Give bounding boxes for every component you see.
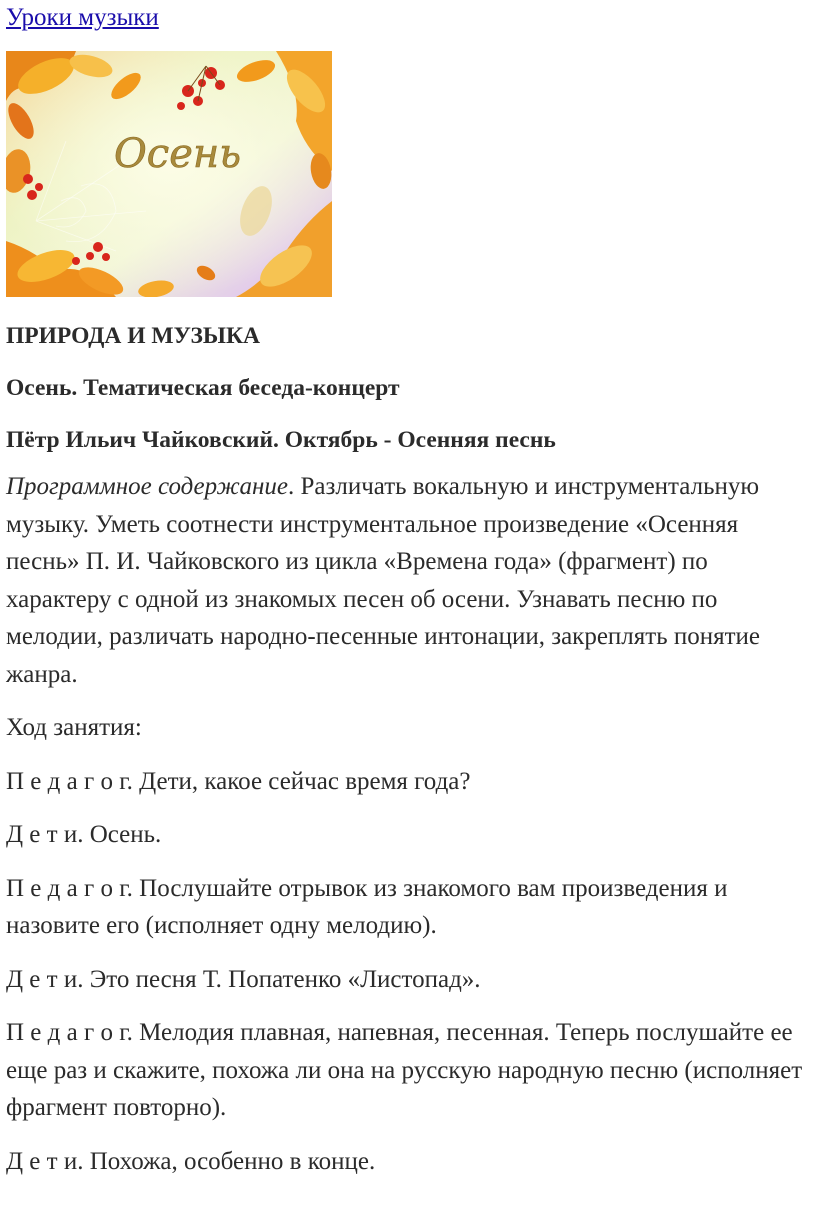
music-piece-title: Пётр Ильич Чайковский. Октябрь - Осенняя песнь [6,427,556,453]
lessons-link[interactable]: Уроки музыки [6,4,159,31]
document-page [6,0,812,1180]
dialogue-text: Мелодия плавная, напевная, песенная. Теперь послушайте ее еще раз и скажите, похожа ли она на русскую народную песню (исполняет фрагмент повторно). [6,1019,803,1121]
dialogue-speaker: П е д а г о г. [6,874,133,902]
dialogue-text: Это песня Т. Попатенко «Листопад». [83,965,481,993]
page-title: ПРИРОДА И МУЗЫКА [6,323,261,349]
dialogue-text: Дети, какое сейчас время года? [132,767,471,795]
dialogue-text: Похожа, особенно в конце. [83,1147,376,1175]
dialogue-speaker: П е д а г о г. [6,1019,133,1046]
banner-title: Осень [114,131,241,177]
program-content-paragraph [6,468,812,693]
program-content-label: Программное содержание [6,473,288,500]
lesson-subtitle: Осень. Тематическая беседа-концерт [6,375,400,401]
program-content-text: . Различать вокальную и инструментальную музыку. Уметь соотнести инструментальное произведение «Осенняя песнь» П. И. Чайковского из цикла «Времена года» (фрагмент) по характеру с одной из знакомых песен об осени. Узнавать песню по мелодии, различать народно-песенные интонации, закреплять понятие жанра. [6,473,761,688]
dialogue-speaker: Д е т и. [6,1147,84,1175]
dialogue-speaker: Д е т и. [6,821,84,848]
dialogue-line [6,1014,812,1127]
dialogue-speaker: П е д а г о г. [6,767,133,795]
autumn-banner-image [6,51,332,297]
lesson-course-label: Ход занятия: [6,714,142,741]
dialogue-line [6,961,812,999]
dialogue-text: Послушайте отрывок из знакомого вам произведения и назовите его (исполняет одну мелодию). [6,874,728,939]
dialogue-line [6,870,812,945]
dialogue-speaker: Д е т и. [6,965,84,993]
dialogue-line [6,763,812,801]
dialogue-line [6,816,812,854]
dialogue-text: Осень. [83,821,162,848]
dialogue-line [6,1143,812,1181]
